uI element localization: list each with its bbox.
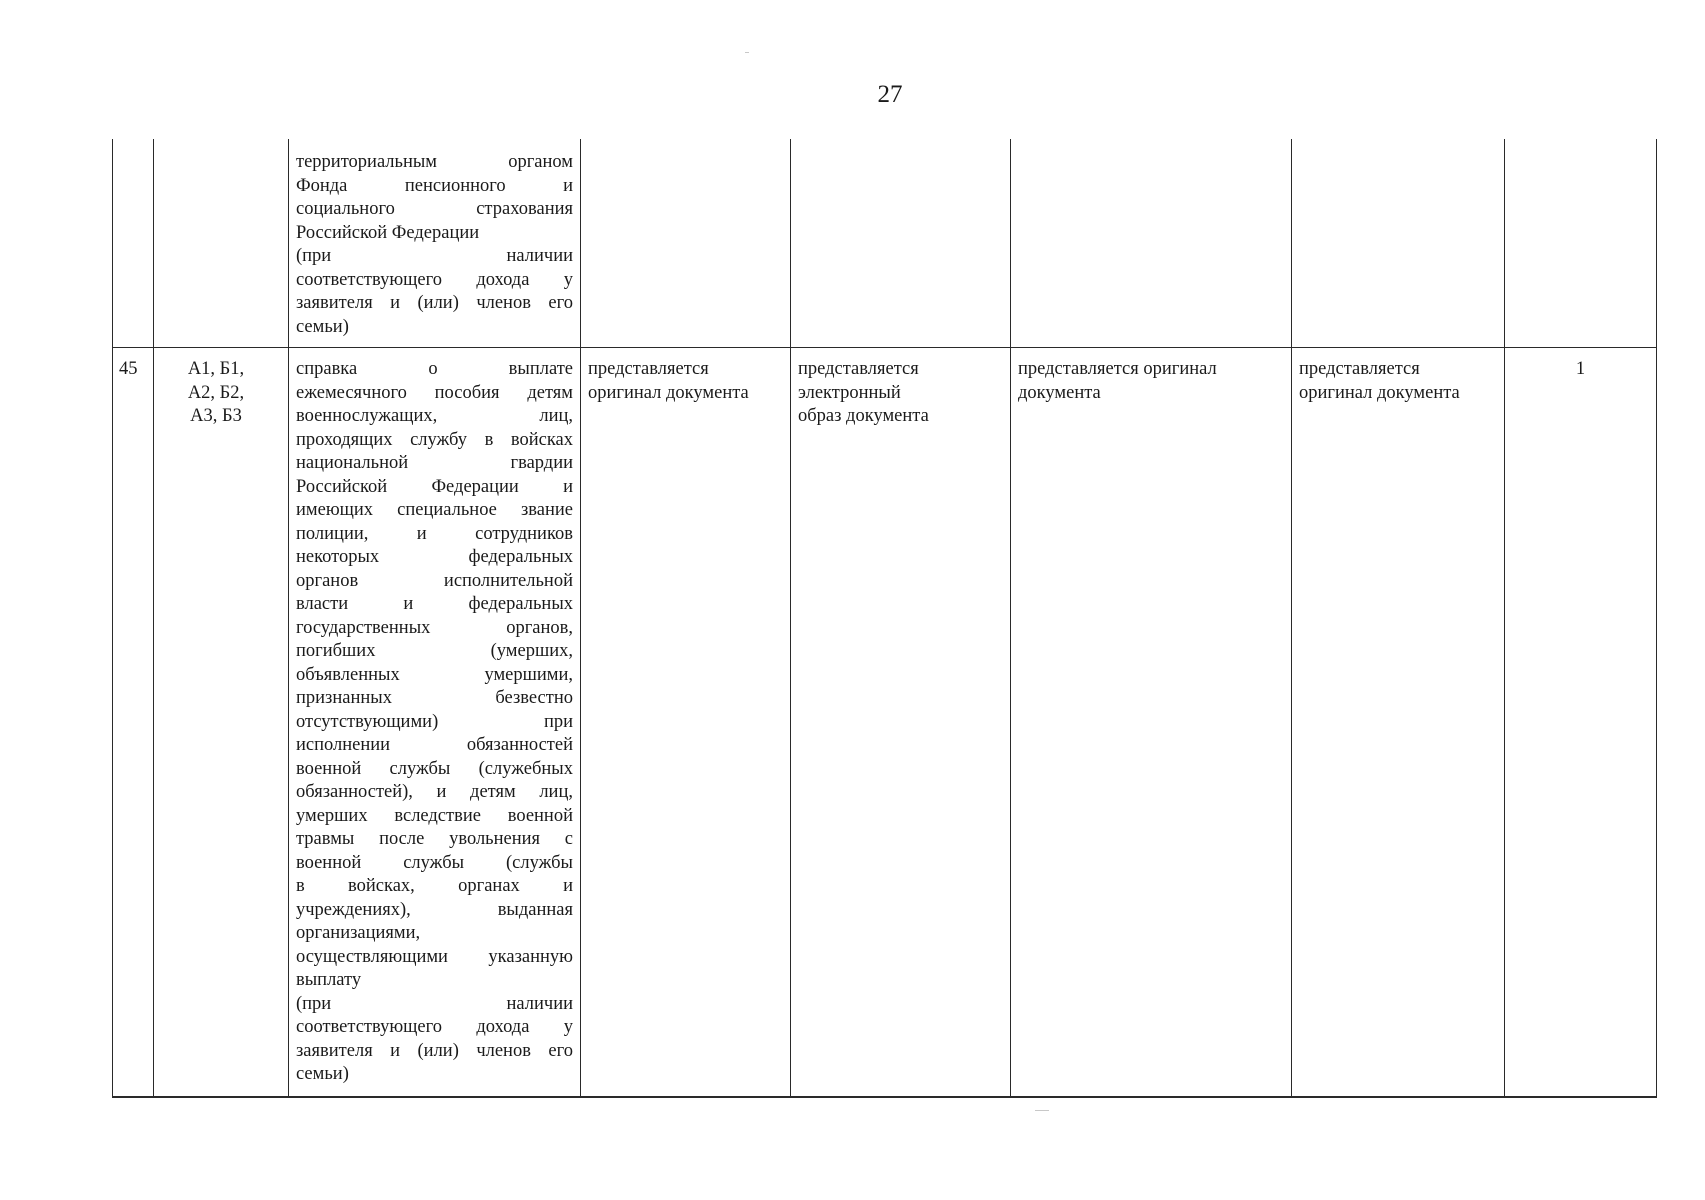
document-line: заявителя и (или) членов его	[296, 1040, 573, 1061]
document-line: умерших вследствие военной	[296, 805, 573, 826]
document-line: социального страхования	[296, 199, 573, 219]
document-line: проходящих службу в войсках	[296, 429, 573, 450]
document-line: семьи)	[296, 1064, 349, 1084]
document-line: власти и федеральных	[296, 594, 573, 614]
cell-col5	[791, 348, 1011, 1098]
documents-table	[112, 139, 1657, 1098]
table-row-continuation	[113, 139, 1657, 348]
col6-text: представляется оригинал документа	[1018, 359, 1217, 403]
document-text	[289, 139, 580, 339]
cell-categories	[154, 139, 289, 348]
document-line: выплату	[296, 970, 362, 990]
row-number: 45	[119, 359, 138, 379]
document-line: некоторых федеральных	[296, 547, 573, 567]
table-row-45	[113, 348, 1657, 1098]
document-line: травмы после увольнения с	[296, 829, 573, 849]
cell-col8	[1505, 139, 1657, 348]
document-line: соответствующего дохода у	[296, 1017, 573, 1037]
document-line: справка о выплате	[296, 359, 573, 379]
document-line: органов исполнительной	[296, 570, 573, 591]
col5-text: представляется электронный образ документа	[798, 359, 929, 426]
scan-speck	[745, 52, 749, 53]
cell-col6	[1011, 348, 1292, 1098]
document-line: соответствующего дохода у	[296, 269, 573, 290]
document-line: признанных безвестно	[296, 688, 573, 708]
document-line: военной службы (служебных	[296, 758, 573, 779]
document-line: осуществляющими указанную	[296, 946, 573, 967]
col8-text: 1	[1575, 359, 1586, 379]
document-line: (при наличии	[296, 246, 573, 266]
cell-col5	[791, 139, 1011, 348]
document-line: (при наличии	[296, 993, 573, 1014]
document-line: имеющих специальное звание	[296, 500, 573, 520]
cell-number	[113, 139, 154, 348]
document-line: погибших (умерших,	[296, 641, 573, 661]
document-line: полиции, и сотрудников	[296, 523, 573, 544]
cell-col4	[581, 348, 791, 1098]
col4-text: представляется оригинал документа	[588, 359, 749, 403]
cell-col7	[1292, 139, 1505, 348]
cell-col4	[581, 139, 791, 348]
document-line: государственных органов,	[296, 617, 573, 638]
document-line: объявленных умершими,	[296, 664, 573, 685]
category-line: А3, Б3	[190, 406, 242, 426]
document-line: исполнении обязанностей	[296, 735, 573, 755]
document-line: Фонда пенсионного и	[296, 175, 573, 196]
col7-text: представляется оригинал документа	[1299, 359, 1460, 403]
scan-speck	[1035, 1110, 1049, 1111]
document-line: национальной гвардии	[296, 453, 573, 473]
cell-col7	[1292, 348, 1505, 1098]
document-line: военной службы (службы	[296, 852, 573, 873]
document-line: отсутствующими) при	[296, 711, 573, 732]
document-line: обязанностей), и детям лиц,	[296, 782, 573, 802]
cell-document-name	[289, 139, 581, 348]
cell-col8	[1505, 348, 1657, 1098]
category-line: А2, Б2,	[187, 382, 245, 403]
cell-categories	[154, 348, 289, 1098]
document-line: ежемесячного пособия детям	[296, 382, 573, 403]
document-line: военнослужащих, лиц,	[296, 406, 573, 426]
document-line: учреждениях), выданная	[296, 899, 573, 920]
cell-number	[113, 348, 154, 1098]
document-line: Российской Федерации и	[296, 476, 573, 497]
document-line: организациями,	[296, 923, 421, 943]
document-text	[289, 348, 580, 1087]
cell-document-name	[289, 348, 581, 1098]
document-line: в войсках, органах и	[296, 876, 573, 896]
document-line: заявителя и (или) членов его	[296, 293, 573, 313]
cell-col6	[1011, 139, 1292, 348]
document-line: семьи)	[296, 316, 349, 337]
category-line: А1, Б1,	[187, 359, 245, 379]
categories-text	[154, 348, 288, 429]
page-number: 27	[877, 81, 903, 108]
document-line: территориальным органом	[296, 152, 573, 172]
document-line: Российской Федерации	[296, 222, 480, 243]
